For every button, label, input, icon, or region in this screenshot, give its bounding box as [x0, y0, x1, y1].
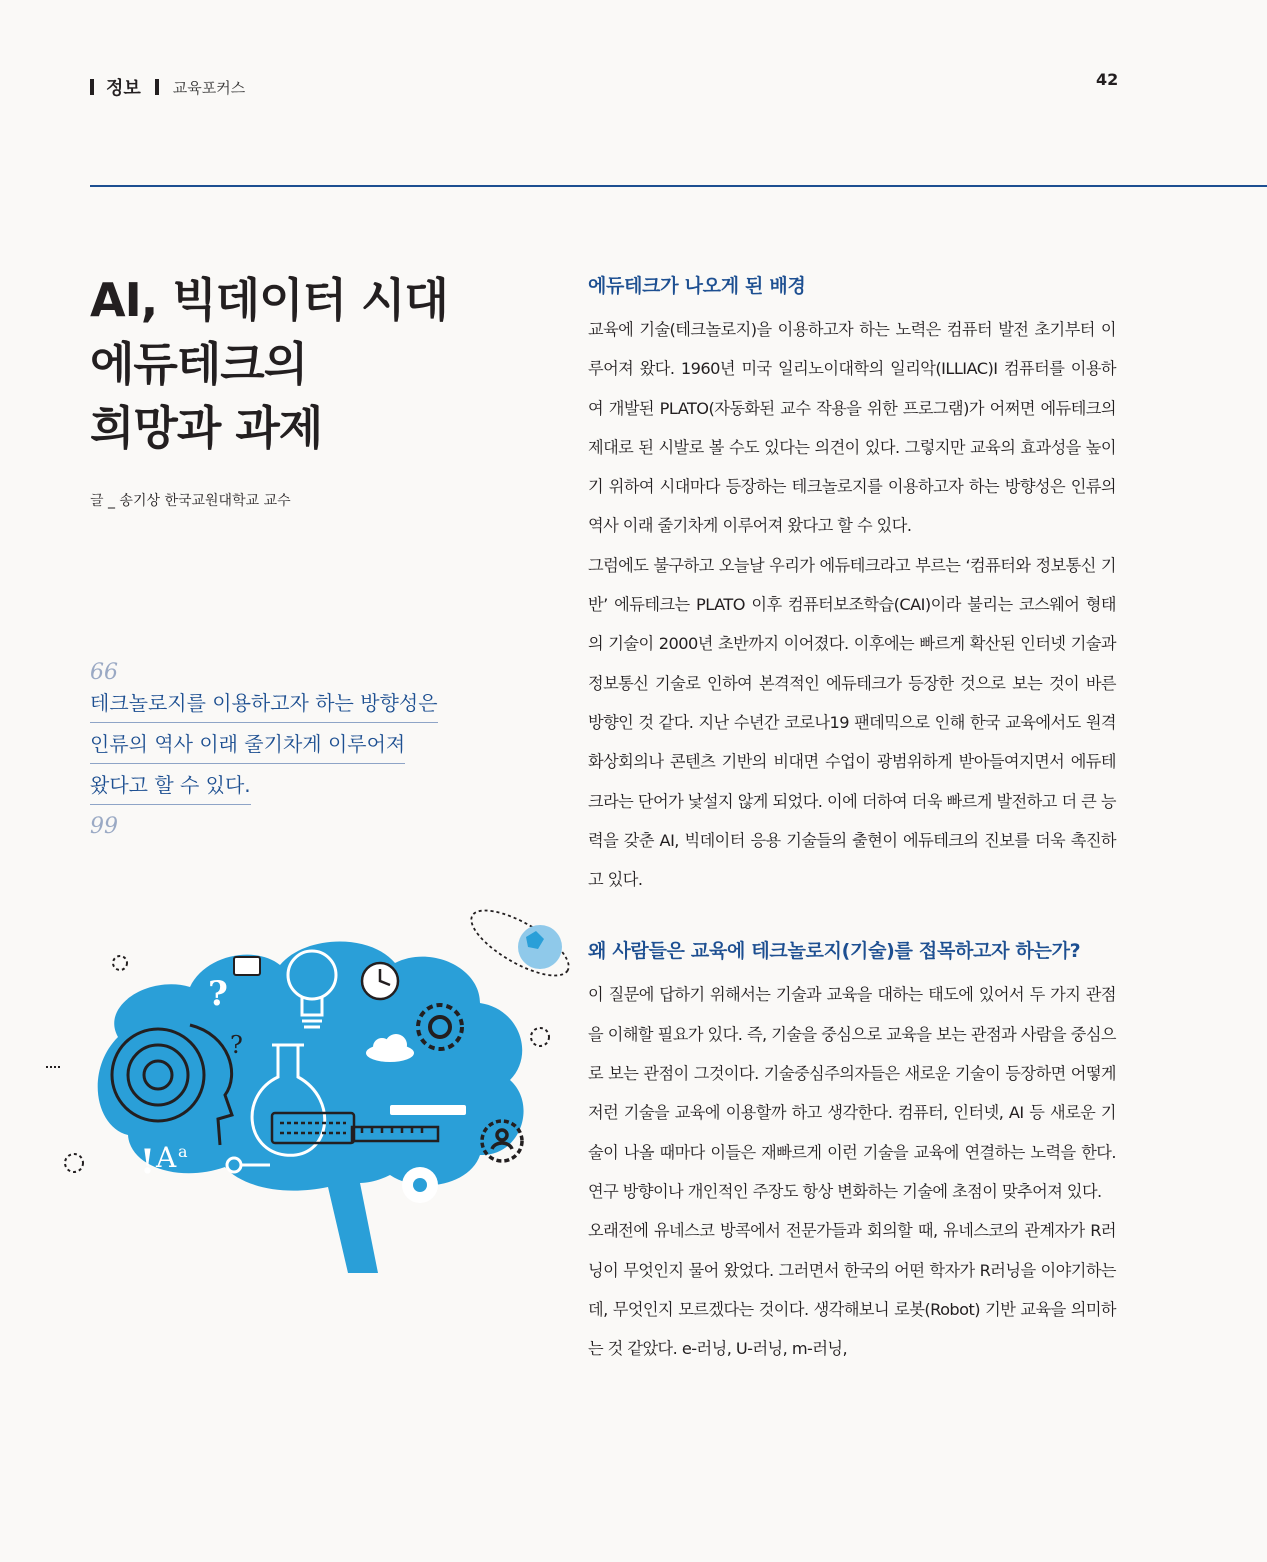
body-paragraph: 이 질문에 답하기 위해서는 기술과 교육을 대하는 태도에 있어서 두 가지 관점을 이해할 필요가 있다. 즉, 기술을 중심으로 교육을 보는 관점과 사람을 중심으로 보는 관점이 그것이다. 기술중심주의자들은 새로운 기술이 등장하면 어떻게 저런 기술을 교육에 이용할까 하고 생각한다. 컴퓨터, 인터넷, AI 등 새로운 기술이 나올 때마다 이들은 재빠르게 이런 기술을 교육에 연결하는 노력을 한다. 연구 방향이나 개인적인 주장도 항상 변화하는 기술에 초점이 맞추어져 있다.: [588, 985, 1116, 1201]
pull-quote: [90, 688, 470, 811]
section-heading: 에듀테크가 나오게 된 배경: [588, 275, 806, 297]
title-line: 희망과 과제: [90, 401, 323, 455]
quote-close-mark: 99: [90, 814, 118, 839]
chat-bubble-icon: [234, 957, 260, 975]
orbit-globe-icon: [462, 905, 570, 988]
article-title: [90, 268, 530, 460]
section-heading: 왜 사람들은 교육에 테크놀로지(기술)를 접목하고자 하는가?: [588, 940, 1081, 963]
running-header: [90, 74, 245, 100]
svg-text:!: !: [140, 1142, 155, 1182]
pull-quote-line: 테크놀로지를 이용하고자 하는 방향성은: [90, 688, 438, 723]
header-divider: [90, 185, 1267, 187]
title-line: AI, 빅데이터 시대: [90, 273, 448, 327]
pen-icon: [390, 1105, 466, 1115]
brain-illustration: [40, 905, 570, 1280]
byline: 글 _ 송기상 한국교원대학교 교수: [90, 493, 291, 509]
pull-quote-line: 인류의 역사 이래 줄기차게 이루어져: [90, 729, 405, 764]
svg-text:a: a: [178, 1142, 188, 1161]
header-bar-right: [155, 79, 159, 95]
page-number: 42: [1096, 70, 1119, 89]
svg-text:?: ?: [230, 1031, 243, 1059]
pull-quote-line: 왔다고 할 수 있다.: [90, 770, 251, 805]
body-column: [588, 268, 1116, 1368]
clock-icon: [362, 963, 398, 999]
body-paragraph: 그럼에도 불구하고 오늘날 우리가 에듀테크라고 부르는 ‘컴퓨터와 정보통신 기반’ 에듀테크는 PLATO 이후 컴퓨터보조학습(CAI)이라 불리는 코스웨어 형태의 기술이 2000년 초반까지 이어졌다. 이후에는 빠르게 확산된 인터넷 기술과 정보통신 기술로 인하여 본격적인 에듀테크가 등장한 것으로 보는 것이 바른 방향인 것 같다. 지난 수년간 코로나19 팬데믹으로 인해 한국 교육에서도 원격 화상회의나 콘텐츠 기반의 비대면 수업이 광범위하게 받아들여지면서 에듀테크라는 단어가 낯설지 않게 되었다. 이에 더하여 더욱 빠르게 발전하고 더 큰 능력을 갖춘 AI, 빅데이터 응용 기술들의 출현이 에듀테크의 진보를 더욱 촉진하고 있다.: [588, 555, 1116, 890]
small-gear-icon: [402, 1167, 438, 1203]
svg-text:?: ?: [208, 974, 228, 1014]
body-paragraph: 오래전에 유네스코 방콕에서 전문가들과 회의할 때, 유네스코의 관계자가 R러닝이 무엇인지 물어 왔었다. 그러면서 한국의 어떤 학자가 R러닝을 이야기하는데, 무엇인지 모르겠다는 것이다. 생각해보니 로봇(Robot) 기반 교육을 의미하는 것 같았다. e-러닝, U-러닝, m-러닝,: [588, 1221, 1116, 1359]
category-label: 교육포커스: [172, 78, 246, 97]
body-paragraph: 교육에 기술(테크놀로지)을 이용하고자 하는 노력은 컴퓨터 발전 초기부터 이루어져 왔다. 1960년 미국 일리노이대학의 일리악(ILLIAC)I 컴퓨터를 이용하여 개발된 PLATO(자동화된 교수 작용을 위한 프로그램)가 어쩌면 에듀테크의 제대로 된 시발로 볼 수도 있다는 의견이 있다. 그렇지만 교육의 효과성을 높이기 위하여 시대마다 등장하는 테크놀로지를 이용하고자 하는 방향성은 인류의 역사 이래 줄기차게 이루어져 왔다고 할 수 있다.: [588, 320, 1116, 536]
section-label: 정보: [106, 78, 141, 99]
quote-open-mark: 66: [90, 660, 118, 685]
header-bar-left: [90, 79, 94, 95]
svg-text:A: A: [156, 1141, 177, 1174]
title-line: 에듀테크의: [90, 337, 308, 391]
